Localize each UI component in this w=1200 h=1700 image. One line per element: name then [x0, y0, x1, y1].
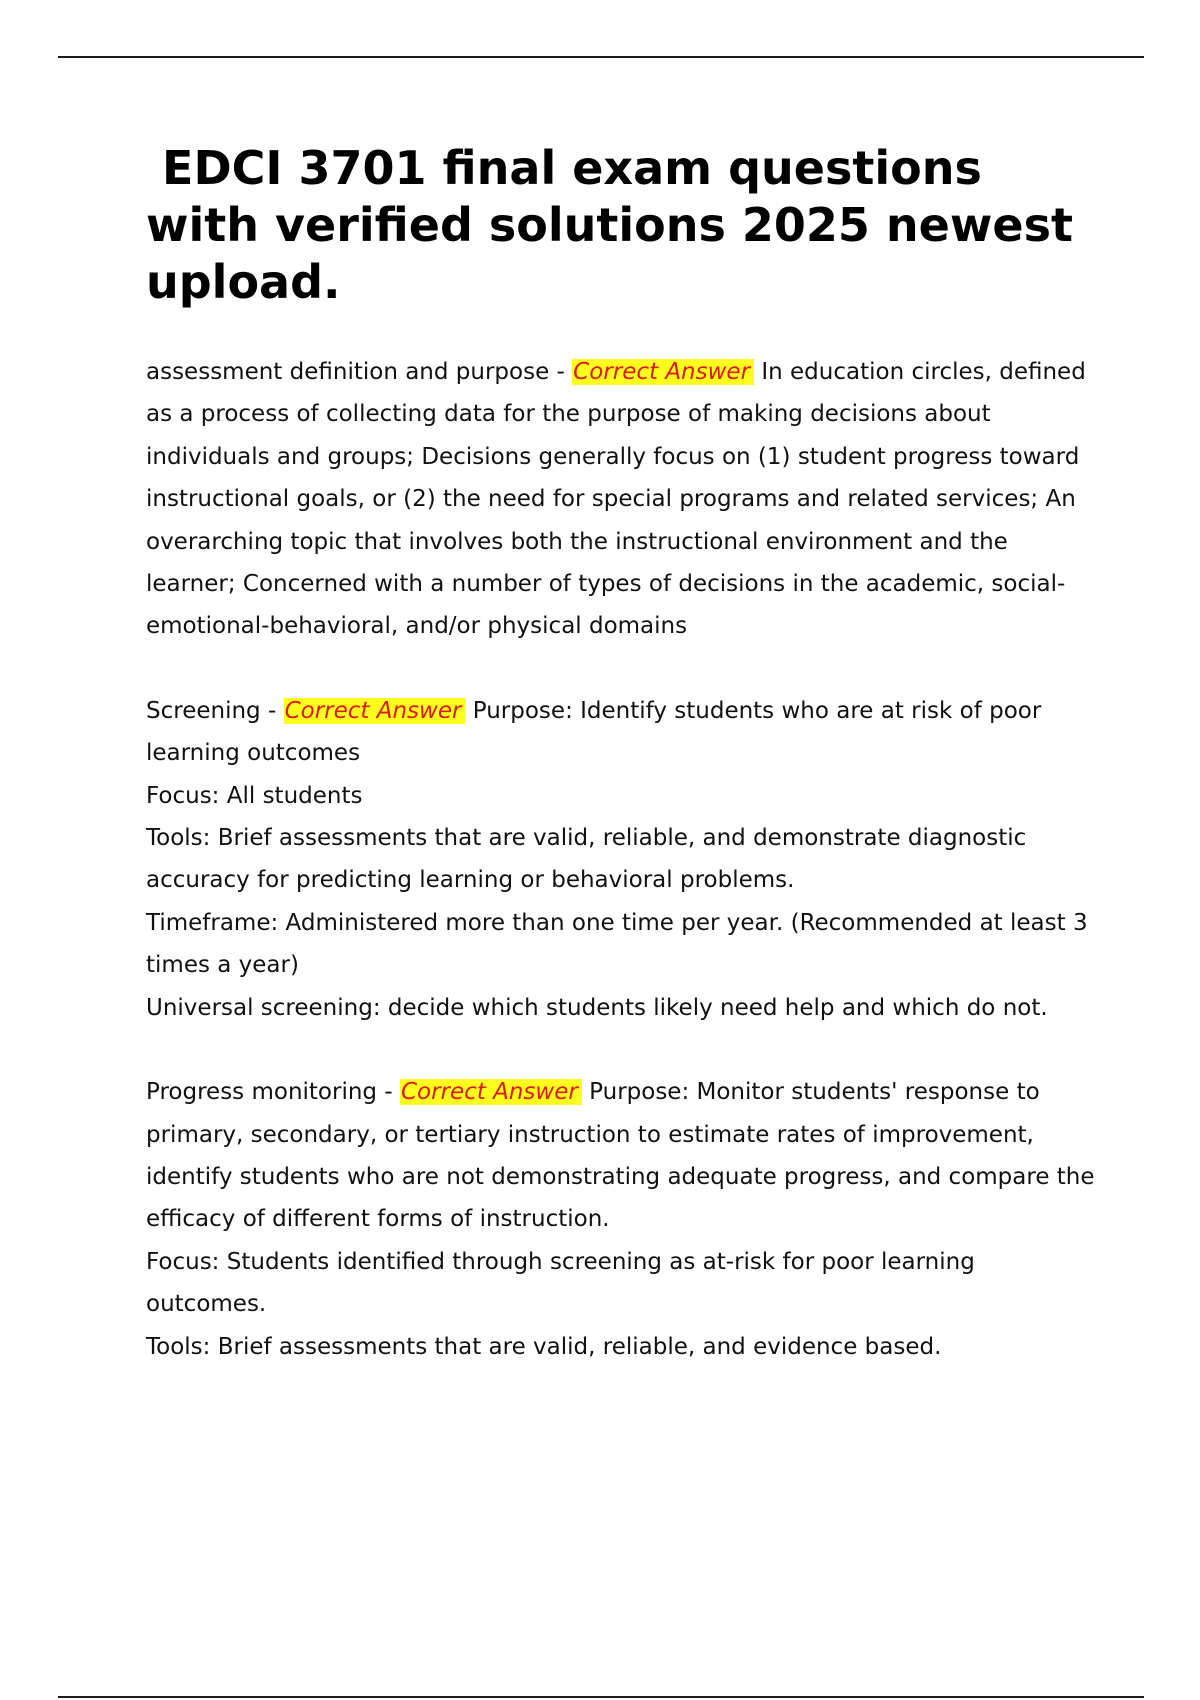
entry-answer-text: Purpose: Identify students who are at risk of poor learning outcomes	[146, 697, 1042, 767]
entry-progress-monitoring	[146, 1071, 1096, 1368]
entry-term: assessment definition and purpose -	[146, 359, 573, 385]
entry-answer-text: In education circles, defined as a process of collecting data for the purpose of making decisions about individuals and groups; Decisions generally focus on (1) student progress toward instructional goals, or (2) the need for special programs and related services; An overarching topic that involves both the instructional environment and the learner; Concerned with a number of types of decisions in the academic, social-emotional-behavioral, and/or physical domains	[146, 359, 1086, 640]
correct-answer-highlight: Correct Answer	[400, 1079, 582, 1105]
document-body	[146, 140, 1096, 1410]
correct-answer-highlight: Correct Answer	[284, 698, 466, 724]
entry-first-line	[146, 1071, 1096, 1241]
entry-line-timeframe: Timeframe: Administered more than one time per year. (Recommended at least 3 times a year)	[146, 909, 1088, 979]
entry-screening	[146, 690, 1096, 1029]
entry-line-focus: Focus: All students	[146, 782, 363, 809]
correct-answer-highlight: Correct Answer	[572, 359, 754, 385]
entry-line-tools: Tools: Brief assessments that are valid, reliable, and evidence based.	[146, 1333, 942, 1360]
entry-term: Progress monitoring -	[146, 1079, 400, 1106]
top-rule	[58, 56, 1144, 58]
entry-line-universal-screening: Universal screening: decide which students likely need help and which do not.	[146, 994, 1048, 1021]
bottom-rule	[58, 1696, 1144, 1698]
entry-line-tools: Tools: Brief assessments that are valid, reliable, and demonstrate diagnostic accuracy for predicting learning or behavioral problems.	[146, 825, 1027, 894]
entry-line-focus: Focus: Students identified through screening as at-risk for poor learning outcomes.	[146, 1248, 975, 1318]
document-title: EDCI 3701 final exam questions with verified solutions 2025 newest upload.	[146, 141, 1089, 309]
entry-assessment-definition	[146, 351, 1096, 648]
entry-term: Screening -	[146, 697, 284, 724]
entry-first-line	[146, 351, 1096, 648]
entry-answer-text: Purpose: Monitor students' response to primary, secondary, or tertiary instruction to estimate rates of improvement, identify students who are not demonstrating adequate progress, and compare the efficacy of different forms of instruction.	[146, 1079, 1095, 1233]
entry-first-line	[146, 690, 1096, 775]
